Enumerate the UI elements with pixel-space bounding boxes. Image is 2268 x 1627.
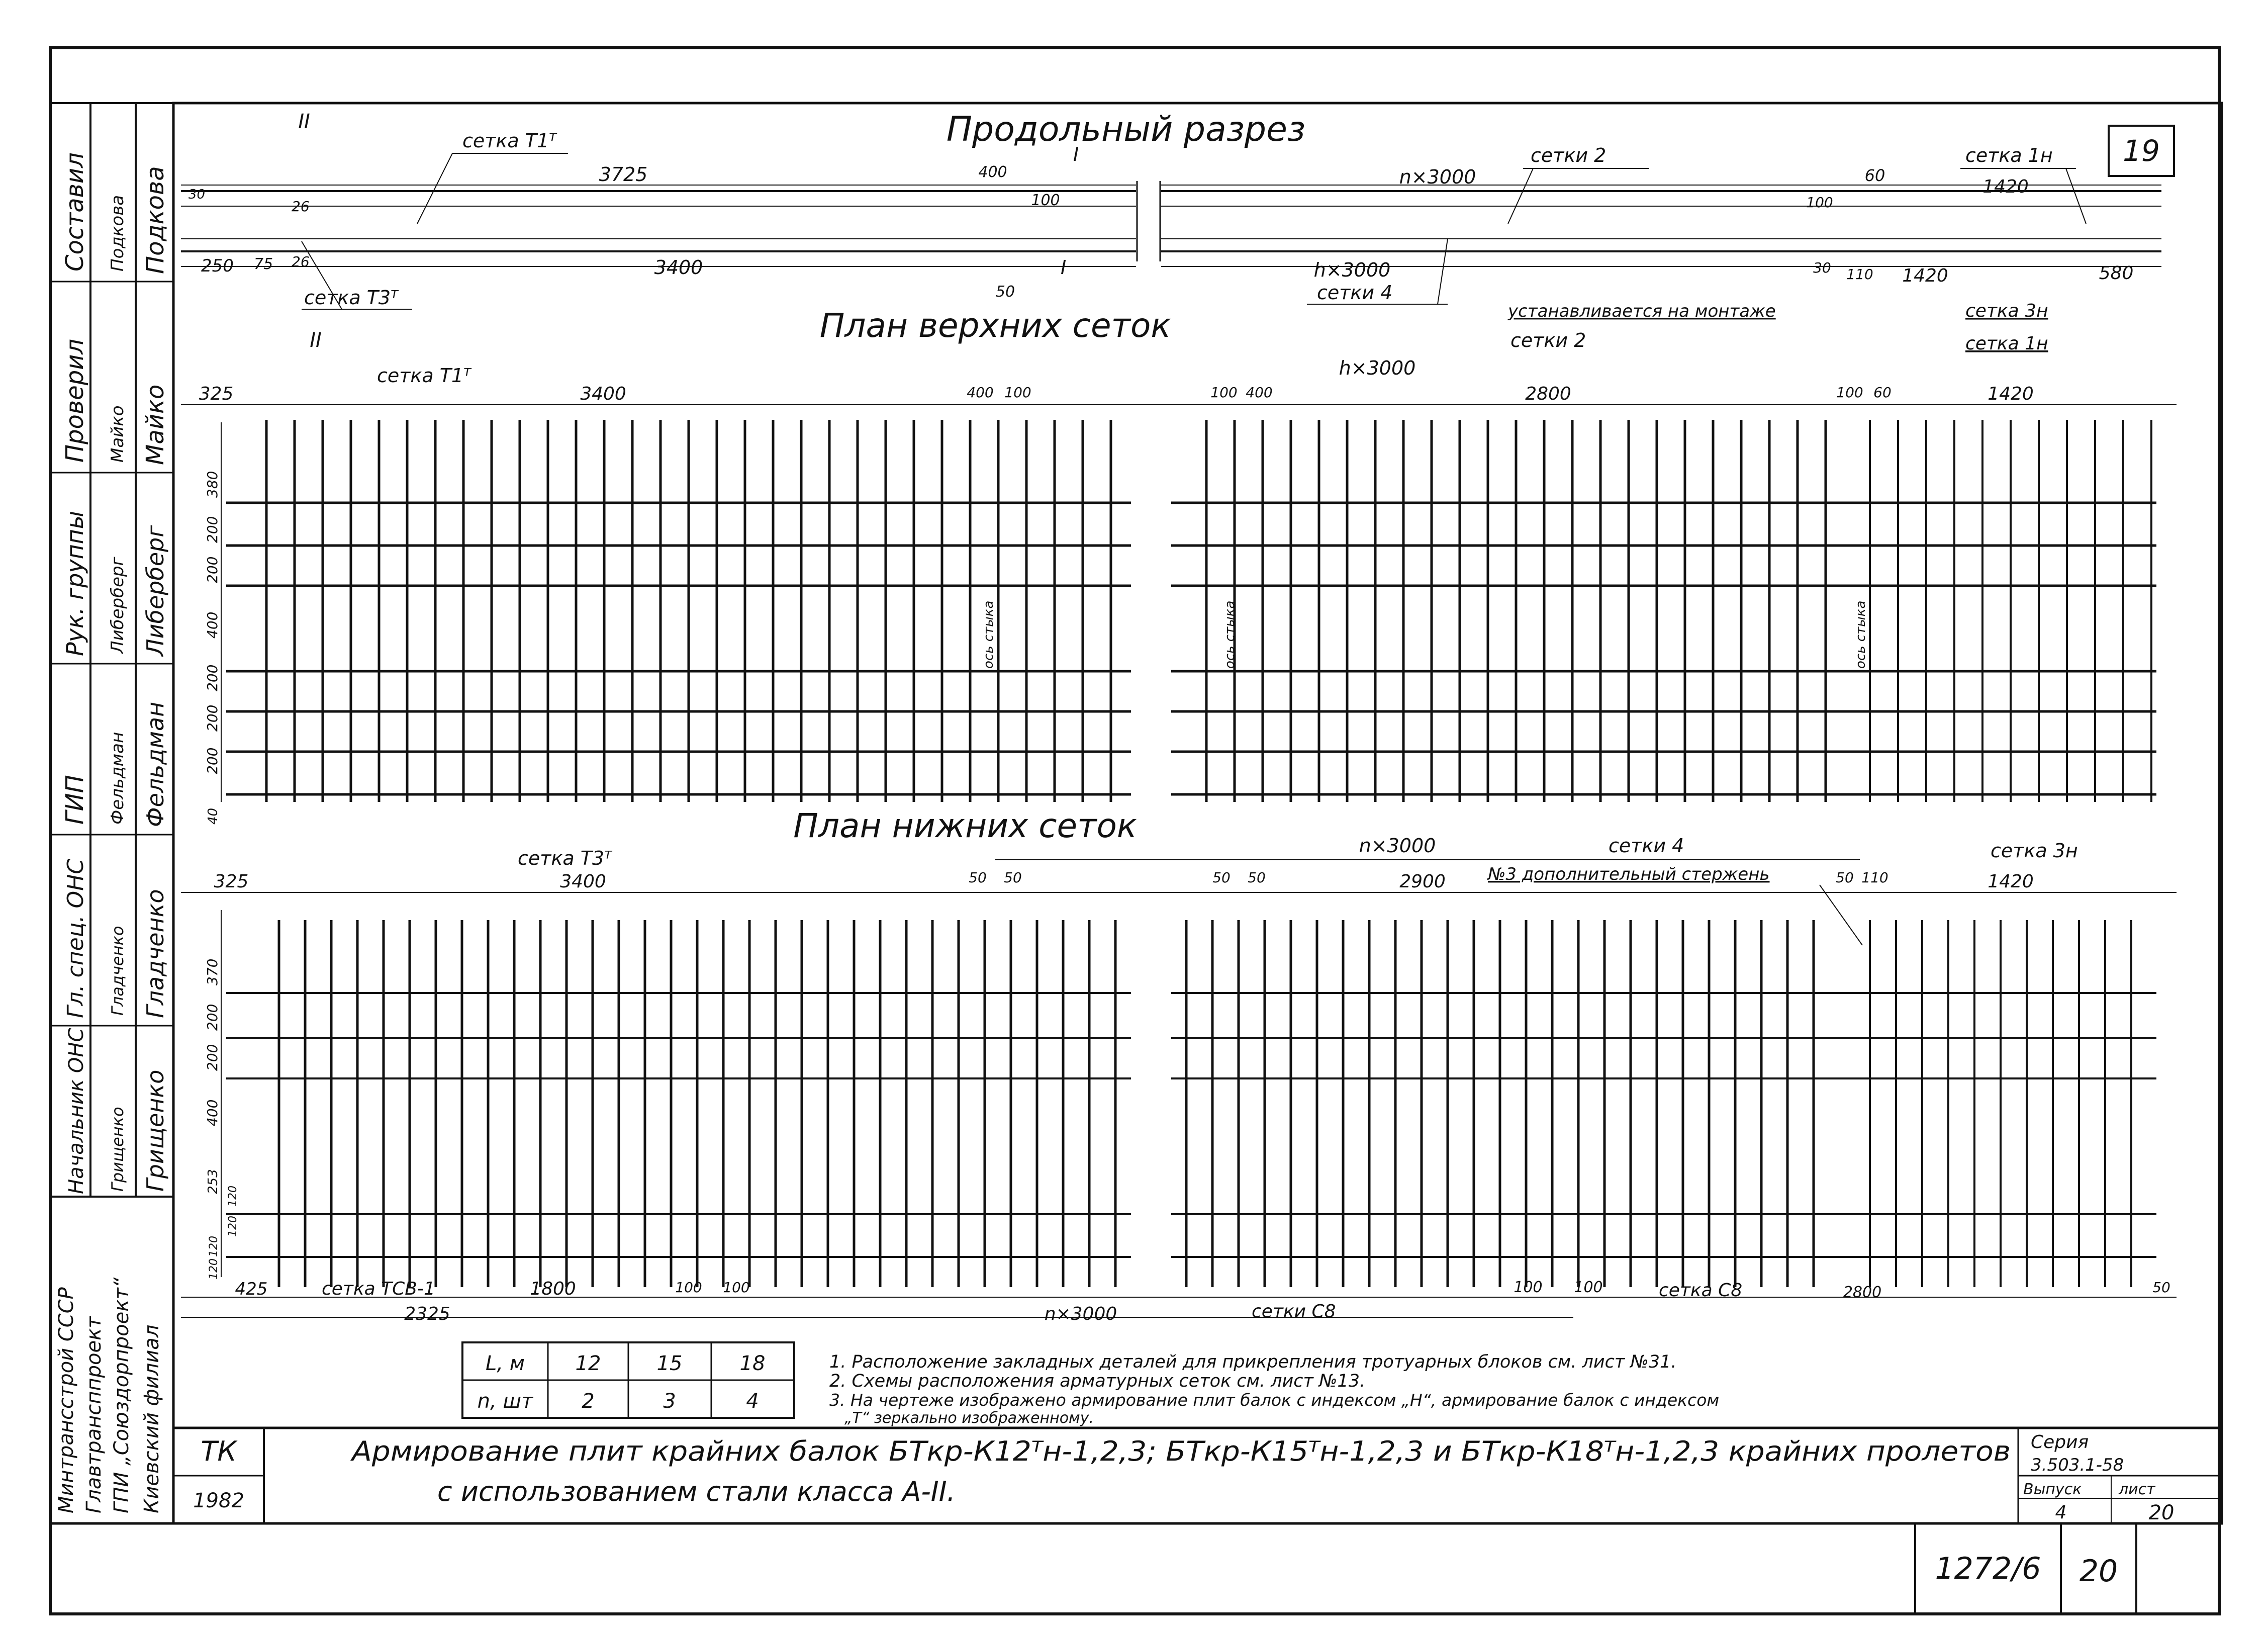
dim-60: 60: [1864, 166, 1885, 185]
lower-dim-425: 425: [235, 1279, 268, 1299]
dim-h3000: h×3000: [1313, 259, 1391, 281]
table-cell: n, шт: [477, 1390, 533, 1413]
lower-dim-2900: 2900: [1399, 871, 1446, 892]
lower-dim-1800: 1800: [530, 1279, 576, 1299]
table-cell: 3: [663, 1390, 676, 1413]
note-1: 1. Расположение закладных деталей для прикрепления тротуарных блоков см. лист №31.: [829, 1352, 1677, 1372]
upper-joint-axis-1: ось стыка: [981, 600, 996, 669]
lower-side-dim-370: 370: [204, 958, 221, 985]
upper-side-dim-200c: 200: [204, 664, 221, 691]
upper-dim-60: 60: [1873, 384, 1892, 401]
series-label: Серия: [2031, 1432, 2089, 1453]
upper-side-dim-40: 40: [206, 807, 221, 825]
upper-side-dim-400: 400: [204, 611, 221, 639]
lower-dim-100: 100: [675, 1279, 702, 1296]
lower-label-s3n: сетка 3н: [1991, 840, 2078, 862]
role-4: ГИП: [61, 775, 89, 825]
lower-plan: [181, 835, 2177, 1324]
org-3: ГПИ „Союздорпроект“: [110, 1277, 133, 1513]
lower-side-dim-120b: 120: [227, 1216, 239, 1237]
dim-1420: 1420: [1982, 176, 2029, 197]
note-4: „Т“ зеркально изображенному.: [844, 1409, 1094, 1427]
section-title: Продольный разрез: [946, 110, 1306, 149]
name-2: Майко: [141, 384, 169, 465]
section-mark-bottom: II: [310, 329, 322, 352]
upper-dim-325: 325: [199, 384, 234, 404]
lower-dim-2325: 2325: [404, 1304, 450, 1324]
dim-3400: 3400: [654, 256, 703, 279]
lower-label-s8: сетки С8: [1252, 1301, 1336, 1322]
table-cell: 15: [656, 1352, 683, 1375]
dim-1420b: 1420: [1902, 265, 1948, 286]
table-cell: 2: [582, 1390, 595, 1413]
dim-400: 400: [978, 163, 1007, 181]
lower-dim-50f: 50: [2152, 1279, 2170, 1296]
cut-mark-top: I: [1073, 143, 1079, 165]
name-1: Подкова: [141, 166, 169, 274]
org-2: Главтрансппроект: [82, 1316, 106, 1513]
lower-dim-50b: 50: [1004, 869, 1022, 886]
role-5: Гл. спец. ОНС: [63, 858, 88, 1018]
lower-dim-100c: 100: [1514, 1279, 1543, 1296]
upper-dim-3400: 3400: [580, 384, 626, 404]
dim-250: 250: [201, 256, 234, 276]
upper-dim-400: 400: [967, 384, 994, 401]
dim-3725: 3725: [599, 163, 648, 186]
label-s1nb: сетка 1н: [1965, 333, 2048, 354]
table-cell: 18: [739, 1352, 766, 1375]
lower-side-dim-120d: 120: [208, 1258, 220, 1280]
lower-dim-50: 50: [969, 869, 987, 886]
lower-side-dim-200a: 200: [204, 1004, 221, 1031]
lower-dim-100d: 100: [1574, 1279, 1603, 1296]
lower-dim-50c: 50: [1212, 869, 1231, 886]
upper-dim-2800: 2800: [1525, 384, 1571, 404]
role-2: Проверил: [61, 338, 89, 463]
upper-dim-100: 100: [1004, 384, 1031, 401]
role-1: Составил: [61, 152, 89, 272]
lower-dim-n3000: n×3000: [1359, 835, 1436, 857]
lower-side-dim-400: 400: [204, 1099, 221, 1126]
label-montage: устанавливается на монтаже: [1508, 301, 1776, 321]
upper-dim-100c: 100: [1836, 384, 1863, 401]
name-6: Грищенко: [142, 1069, 169, 1192]
label-s4: сетки 4: [1317, 282, 1393, 304]
table-cell: 12: [575, 1352, 601, 1375]
lower-dim-2800: 2800: [1843, 1284, 1882, 1301]
table-cell: L, м: [486, 1352, 525, 1375]
label-s2b: сетки 2: [1510, 329, 1586, 351]
dim-110: 110: [1846, 266, 1873, 283]
upper-plan-title: План верхних сеток: [819, 306, 1171, 345]
dim-26b: 26: [292, 253, 310, 270]
lower-side-dim-200b: 200: [204, 1044, 221, 1071]
label-s3n: сетка 3н: [1965, 301, 2048, 321]
dim-50: 50: [995, 283, 1015, 301]
inner-frame: [173, 103, 2222, 1523]
signature-1: Подкова: [108, 195, 128, 272]
role-3: Рук. группы: [61, 510, 88, 656]
upper-dim-h3000: h×3000: [1339, 357, 1416, 379]
dim-100b: 100: [1806, 194, 1833, 211]
sheet-number-top: 19: [2123, 134, 2160, 168]
dim-30b: 30: [1813, 259, 1831, 276]
upper-side-dim-200d: 200: [204, 704, 221, 732]
lower-label-extra-bar: №3 дополнительный стержень: [1488, 864, 1770, 884]
table-cell: 4: [746, 1390, 759, 1413]
lower-dim-50d: 50: [1248, 869, 1266, 886]
upper-side-dim-200a: 200: [204, 516, 221, 543]
name-4: Фельдман: [142, 701, 169, 827]
sheet-value: 20: [2148, 1501, 2175, 1524]
label-t1: сетка Т1ᵀ: [462, 130, 556, 152]
upper-joint-axis-2: ось стыка: [1222, 600, 1238, 669]
upper-dim-100b: 100: [1210, 384, 1238, 401]
name-5: Гладченко: [142, 889, 169, 1018]
lower-side-dim-120c: 120: [208, 1236, 220, 1257]
org-4: Киевский филиал: [140, 1324, 163, 1513]
lower-side-dim-120a: 120: [227, 1186, 239, 1207]
title-code: ТК: [201, 1435, 237, 1467]
lower-plan-title: План нижних сеток: [793, 806, 1137, 845]
upper-plan: [181, 357, 2177, 845]
signature-4: Фельдман: [108, 732, 128, 825]
lower-dim-100b: 100: [723, 1279, 750, 1296]
dim-75: 75: [254, 255, 273, 273]
upper-dim-400b: 400: [1246, 384, 1273, 401]
role-6: Начальник ОНС: [65, 1028, 88, 1194]
dim-100: 100: [1031, 192, 1060, 209]
dim-580: 580: [2099, 263, 2134, 284]
issue-label: Выпуск: [2023, 1481, 2082, 1498]
upper-side-dim-380: 380: [204, 471, 221, 498]
title-line-1: Армирование плит крайних балок БТкр-К12ᵀн-1,2,3; БТкр-К15ᵀн-1,2,3 и БТкр-К18ᵀн-1,2,3 крайних пролетов: [350, 1435, 2011, 1467]
issue-value: 4: [2055, 1502, 2067, 1523]
title-block: [173, 1428, 2222, 1524]
upper-side-dim-200b: 200: [204, 556, 221, 583]
dim-n3000: n×3000: [1399, 166, 1476, 188]
archive-stamp: [1915, 1523, 2136, 1614]
label-s2: сетки 2: [1531, 144, 1606, 166]
section-mark-top: II: [298, 110, 310, 133]
lower-dim-1420: 1420: [1988, 871, 2034, 892]
side-stamp: [50, 103, 173, 1513]
dim-26a: 26: [292, 198, 310, 215]
upper-joint-axis-3: ось стыка: [1853, 600, 1868, 669]
lower-dim-n3000b: n×3000: [1044, 1304, 1117, 1324]
archive-number: 1272/6: [1935, 1551, 2041, 1586]
org-1: Минтрансстрой СССР: [55, 1287, 78, 1513]
signature-6: Грищенко: [108, 1107, 127, 1192]
note-2: 2. Схемы расположения арматурных сеток см. лист №13.: [829, 1371, 1366, 1391]
note-3: 3. На чертеже изображено армирование плит балок с индексом „Н“, армирование балок с индексом: [829, 1390, 1720, 1410]
title-year: 1982: [193, 1489, 244, 1512]
signature-2: Майко: [108, 405, 128, 463]
lower-dim-50e: 50: [1836, 869, 1854, 886]
archive-sheet: 20: [2079, 1554, 2118, 1589]
lower-dim-110: 110: [1861, 869, 1888, 886]
lower-label-tsv: сетка ТСВ-1: [322, 1279, 435, 1299]
upper-dim-1420: 1420: [1988, 384, 2034, 404]
signature-5: Гладченко: [108, 926, 127, 1016]
upper-side-dim-200e: 200: [204, 747, 221, 774]
label-t3: сетка Т3ᵀ: [304, 287, 398, 309]
cut-mark-bottom: I: [1061, 256, 1067, 279]
lower-mesh-grid: [226, 920, 2156, 1287]
lower-label-c8: сетка С8: [1659, 1280, 1743, 1301]
title-line-2: с использованием стали класса А-II.: [437, 1476, 956, 1507]
lower-dim-3400: 3400: [560, 871, 606, 892]
lower-dim-325: 325: [214, 871, 249, 892]
lower-label-t3: сетка Т3ᵀ: [518, 847, 612, 869]
series-value: 3.503.1-58: [2031, 1455, 2124, 1475]
upper-label-t1: сетка Т1ᵀ: [377, 365, 471, 387]
count-table: [462, 1342, 794, 1418]
lower-side-dim-253: 253: [206, 1169, 221, 1194]
signature-3: Либерберг: [108, 557, 128, 654]
dim-30: 30: [188, 187, 206, 202]
name-3: Либерберг: [142, 525, 169, 656]
longitudinal-section: [181, 110, 2174, 354]
label-s1n: сетка 1н: [1965, 144, 2053, 166]
sheet-label: лист: [2119, 1481, 2155, 1498]
notes: [829, 1352, 1719, 1427]
lower-label-s4: сетки 4: [1609, 835, 1684, 857]
